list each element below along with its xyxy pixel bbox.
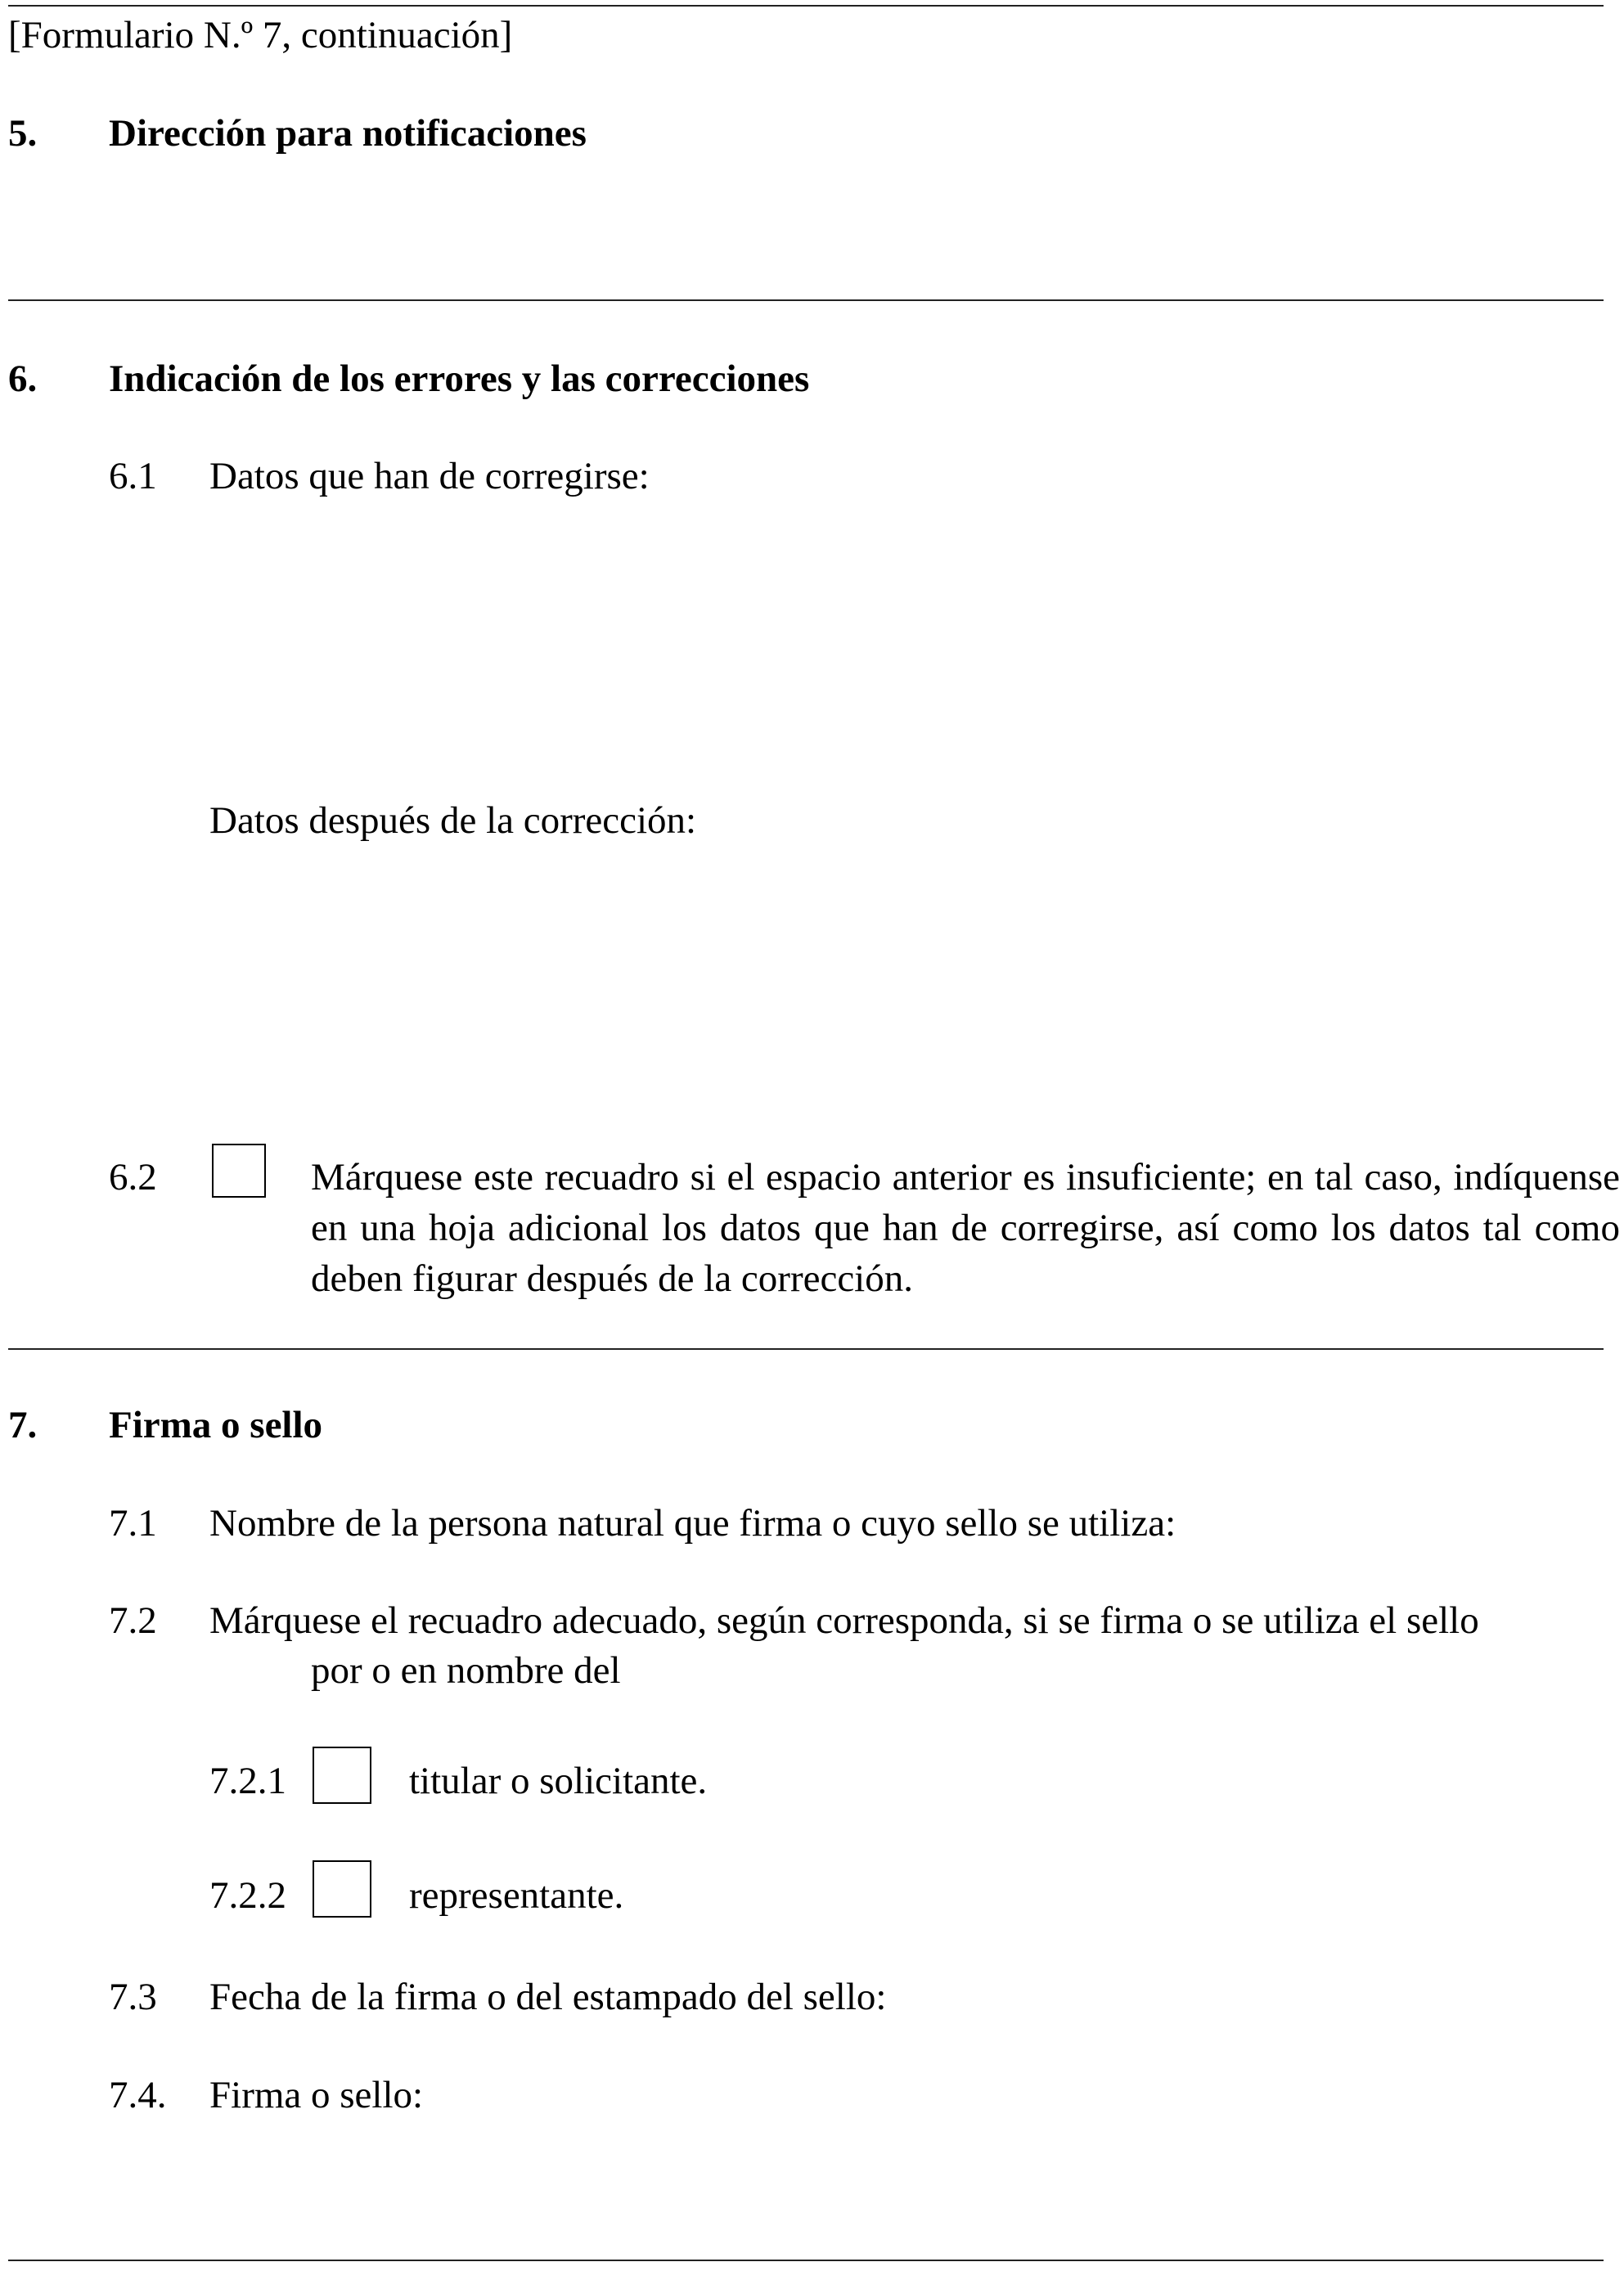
item-6-2-number: 6.2 [109, 1156, 157, 1198]
item-6-2-checkbox[interactable] [212, 1144, 266, 1198]
item-6-2-text: Márquese este recuadro si el espacio anterior es insuficiente; en tal caso, indíquense en una hoja adicional los datos que han de corregirse, así como los datos tal como deben figurar después de la corrección. [311, 1156, 1620, 1300]
section-6-divider [8, 1348, 1604, 1350]
item-7-1-number: 7.1 [109, 1502, 157, 1545]
option-7-2-2-checkbox[interactable] [313, 1860, 371, 1918]
section-5-divider [8, 299, 1604, 301]
option-7-2-1-number: 7.2.1 [209, 1760, 286, 1802]
option-7-2-1-checkbox[interactable] [313, 1747, 371, 1804]
section-7-number: 7. [8, 1404, 38, 1446]
item-6-1-after-label: Datos después de la corrección: [209, 799, 697, 842]
item-7-3-number: 7.3 [109, 1976, 157, 2018]
item-6-1-label: Datos que han de corregirse: [209, 455, 650, 497]
option-7-2-2-number: 7.2.2 [209, 1874, 286, 1917]
item-7-4-label: Firma o sello: [209, 2074, 424, 2116]
item-7-2-number: 7.2 [109, 1599, 157, 1642]
item-7-1-label: Nombre de la persona natural que firma o cuyo sello se utiliza: [209, 1502, 1176, 1545]
item-7-2-label-line2: por o en nombre del [311, 1649, 621, 1692]
section-5-title: Dirección para notificaciones [109, 112, 587, 155]
bottom-divider [8, 2260, 1604, 2261]
item-7-2-label-line1: Márquese el recuadro adecuado, según corresponda, si se firma o se utiliza el sello [209, 1599, 1479, 1642]
section-6-number: 6. [8, 358, 38, 400]
top-divider [8, 5, 1604, 7]
section-6-title: Indicación de los errores y las correcciones [109, 358, 810, 400]
option-7-2-1-label: titular o solicitante. [409, 1760, 708, 1802]
item-7-4-number: 7.4. [109, 2074, 167, 2116]
item-6-1-number: 6.1 [109, 455, 157, 497]
section-5-number: 5. [8, 112, 38, 155]
section-7-title: Firma o sello [109, 1404, 323, 1446]
item-7-3-label: Fecha de la firma o del estampado del sello: [209, 1976, 887, 2018]
form-continuation-header: [Formulario N.º 7, continuación] [8, 14, 513, 56]
option-7-2-2-label: representante. [409, 1874, 624, 1917]
